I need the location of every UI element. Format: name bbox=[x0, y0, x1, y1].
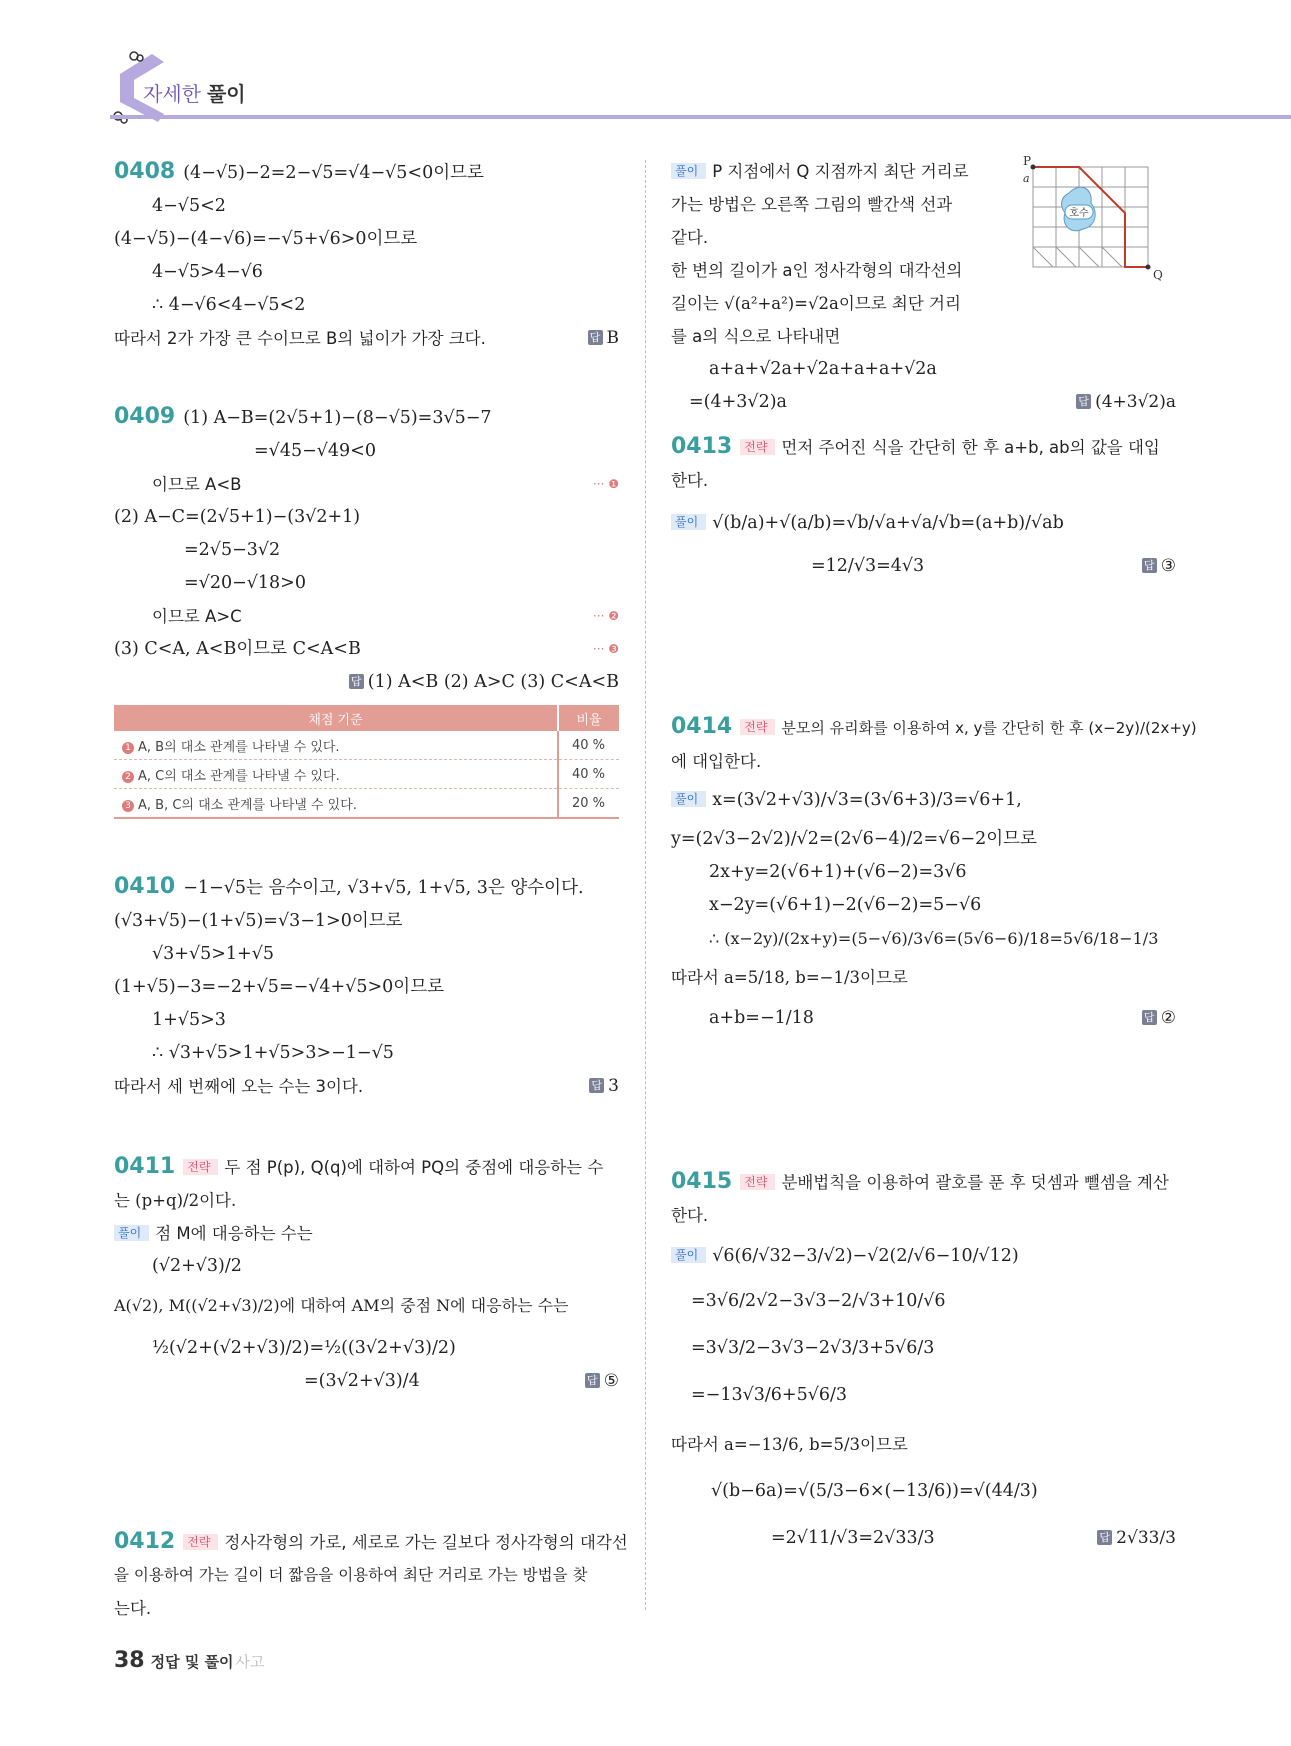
table-row: 2 A, C의 대소 관계를 나타낼 수 있다. 40 % bbox=[114, 760, 619, 789]
problem-number: 0411 bbox=[114, 1154, 176, 1179]
table-row: 3 A, B, C의 대소 관계를 나타낼 수 있다. 20 % bbox=[114, 789, 619, 819]
problem-0409: 0409 (1) A−B=(2√5+1)−(8−√5)=3√5−7 =√45−√49<0 이므로 A<B ··· ❶ (2) A−C=(2√5+1)−(3√2+1) =2√5−3√2 =√20−√18>0 이므로 A>C ··· ❷ (3) C<A, A<B이므로 C<A<B ··· ❸ 답 (1) A<B (2) A>C (3) C<A<B 채점 기준 비율 1 A, B의 대소 관계를 나타낼 수 있다. 40 % 2 A, C의 대소 관계를 나타낼 수 있다. 40 % 3 A, B, C의 대소 관계를 나타낼 수 있다. 20 % bbox=[114, 400, 619, 819]
step-marker: ··· ❶ bbox=[592, 477, 619, 491]
strategy-badge: 전략 bbox=[740, 1174, 775, 1190]
header-title: 자세한 풀이 bbox=[143, 82, 246, 106]
column-divider bbox=[645, 160, 646, 1610]
solution-badge: 풀이 bbox=[671, 791, 706, 807]
problem-0411: 0411 전략 두 점 P(p), Q(q)에 대하여 PQ의 중점에 대응하는 수 는 (p+q)/2이다. 풀이 점 M에 대응하는 수는 (√2+√3)/2 A(√2), M((√2+√3)/2)에 대하여 AM의 중점 N에 대응하는 수는 ½(√2+(√2+√3)/2)=½((3√2+√3)/2) =(3√2+√3)/4 답 ⑤ bbox=[114, 1150, 619, 1398]
answer-icon: 답 bbox=[588, 330, 603, 345]
answer-icon: 답 bbox=[1097, 1530, 1112, 1545]
step-marker: ··· ❷ bbox=[592, 609, 619, 623]
problem-number: 0409 bbox=[114, 404, 176, 429]
answer-icon: 답 bbox=[589, 1078, 604, 1093]
step-marker: ··· ❸ bbox=[592, 642, 619, 656]
grading-table: 채점 기준 비율 1 A, B의 대소 관계를 나타낼 수 있다. 40 % 2 A, C의 대소 관계를 나타낼 수 있다. 40 % 3 A, B, C의 대소 관계를 나타낼 수 있다. 20 % bbox=[114, 705, 619, 819]
solution-badge: 풀이 bbox=[671, 163, 706, 179]
problem-number: 0410 bbox=[114, 874, 176, 899]
answer-icon: 답 bbox=[585, 1373, 600, 1388]
problem-0410: 0410 −1−√5는 음수이고, √3+√5, 1+√5, 3은 양수이다. (√3+√5)−(1+√5)=√3−1>0이므로 √3+√5>1+√5 (1+√5)−3=−2+√5=−√4+√5>0이므로 1+√5>3 ∴ √3+√5>1+√5>3>−1−√5 따라서 세 번째에 오는 수는 3이다. 답 3 bbox=[114, 870, 619, 1103]
lake-label: 호수 bbox=[1069, 208, 1089, 219]
answer: 답 B bbox=[588, 322, 620, 355]
answer: 답 2√33/3 bbox=[1097, 1522, 1176, 1555]
problem-number: 0412 bbox=[114, 1529, 176, 1554]
strategy-badge: 전략 bbox=[183, 1159, 218, 1175]
solution-badge: 풀이 bbox=[671, 1247, 706, 1263]
problem-0408: 0408 (4−√5)−2=2−√5=√4−√5<0이므로 4−√5<2 (4−√5)−(4−√6)=−√5+√6>0이므로 4−√5>4−√6 ∴ 4−√6<4−√5<2 따라서 2가 가장 큰 수이므로 B의 넓이가 가장 크다. 답 B bbox=[114, 155, 619, 355]
problem-number: 0408 bbox=[114, 159, 176, 184]
answer-icon: 답 bbox=[349, 674, 364, 689]
answer-icon: 답 bbox=[1142, 558, 1157, 573]
problem-0413: 0413 전략 먼저 주어진 식을 간단히 한 후 a+b, ab의 값을 대입 한다. 풀이 √(b/a)+√(a/b)=√b/√a+√a/√b=(a+b)/√ab =12/√3=4√3 답 ③ bbox=[671, 430, 1176, 583]
point-p-label: P bbox=[1023, 155, 1032, 168]
table-row: 1 A, B의 대소 관계를 나타낼 수 있다. 40 % bbox=[114, 731, 619, 760]
page-footer bbox=[114, 1648, 265, 1673]
solution-badge: 풀이 bbox=[114, 1225, 149, 1241]
answer: 답 ③ bbox=[1142, 550, 1176, 583]
problem-0415: 0415 전략 분배법칙을 이용하여 괄호를 푼 후 덧셈과 뺄셈을 계산 한다. 풀이 √6(6/√32−3/√2)−√2(2/√6−10/√12) =3√6/2√2−3√3−2/√3+10/√6 =3√3/2−3√3−2√3/3+5√6/3 =−13√3/6+5√6/3 따라서 a=−13/6, b=5/3이므로 √(b−6a)=√(5/3−6×(−13/6))=√(44/3) =2√11/√3=2√33/3 답 2√33/3 bbox=[671, 1165, 1176, 1555]
strategy-badge: 전략 bbox=[740, 719, 775, 735]
footer-label: 정답 및 풀이 bbox=[150, 1653, 234, 1671]
page-number: 38 bbox=[114, 1648, 145, 1673]
side-a-label: a bbox=[1023, 172, 1030, 185]
strategy-badge: 전략 bbox=[740, 439, 775, 455]
solution-badge: 풀이 bbox=[671, 514, 706, 530]
answer: (1) A<B (2) A>C (3) C<A<B bbox=[367, 672, 619, 692]
answer: 답 3 bbox=[589, 1070, 619, 1103]
problem-0414: 0414 전략 분모의 유리화를 이용하여 x, y를 간단히 한 후 (x−2y)/(2x+y) 에 대입한다. 풀이 x=(3√2+√3)/√3=(3√6+3)/3=√6+1, y=(2√3−2√2)/√2=(2√6−4)/2=√6−2이므로 2x+y=2(√6+1)+(√6−2)=3√6 x−2y=(√6+1)−2(√6−2)=5−√6 ∴ (x−2y)/(2x+y)=(5−√6)/3√6=(5√6−6)/18=5√6/18−1/3 따라서 a=5/18, b=−1/3이므로 a+b=−1/18 답 ② bbox=[671, 710, 1176, 1035]
problem-0412-solution: 풀이 P 지점에서 Q 지점까지 최단 거리로 가는 방법은 오른쪽 그림의 빨간색 선과 같다. 한 변의 길이가 a인 정사각형의 대각선의 길이는 √(a²+a²)=√2a이므로 최단 거리 를 a의 식으로 나타내면 a+a+√2a+√2a+a+a+√2a =(4+3√2)a 답 (4+3√2)a P a Q 호수 bbox=[671, 155, 1176, 419]
problem-number: 0415 bbox=[671, 1169, 733, 1194]
strategy-badge: 전략 bbox=[183, 1534, 218, 1550]
problem-0412: 0412 전략 정사각형의 가로, 세로로 가는 길보다 정사각형의 대각선 을 이용하여 가는 길이 더 짧음을 이용하여 최단 거리로 가는 방법을 찾 는다. bbox=[114, 1529, 628, 1618]
lake-grid-figure bbox=[1021, 155, 1171, 285]
header-rule bbox=[110, 115, 1291, 119]
answer: 답 ⑤ bbox=[585, 1365, 619, 1398]
answer-icon: 답 bbox=[1076, 394, 1091, 409]
problem-number: 0413 bbox=[671, 434, 733, 459]
answer-icon: 답 bbox=[1142, 1010, 1157, 1025]
footer-brand: 사고 bbox=[235, 1653, 265, 1671]
point-q-label: Q bbox=[1153, 268, 1163, 282]
answer: 답 ② bbox=[1142, 1002, 1176, 1035]
answer: 답 (4+3√2)a bbox=[1076, 386, 1176, 419]
problem-number: 0414 bbox=[671, 714, 733, 739]
